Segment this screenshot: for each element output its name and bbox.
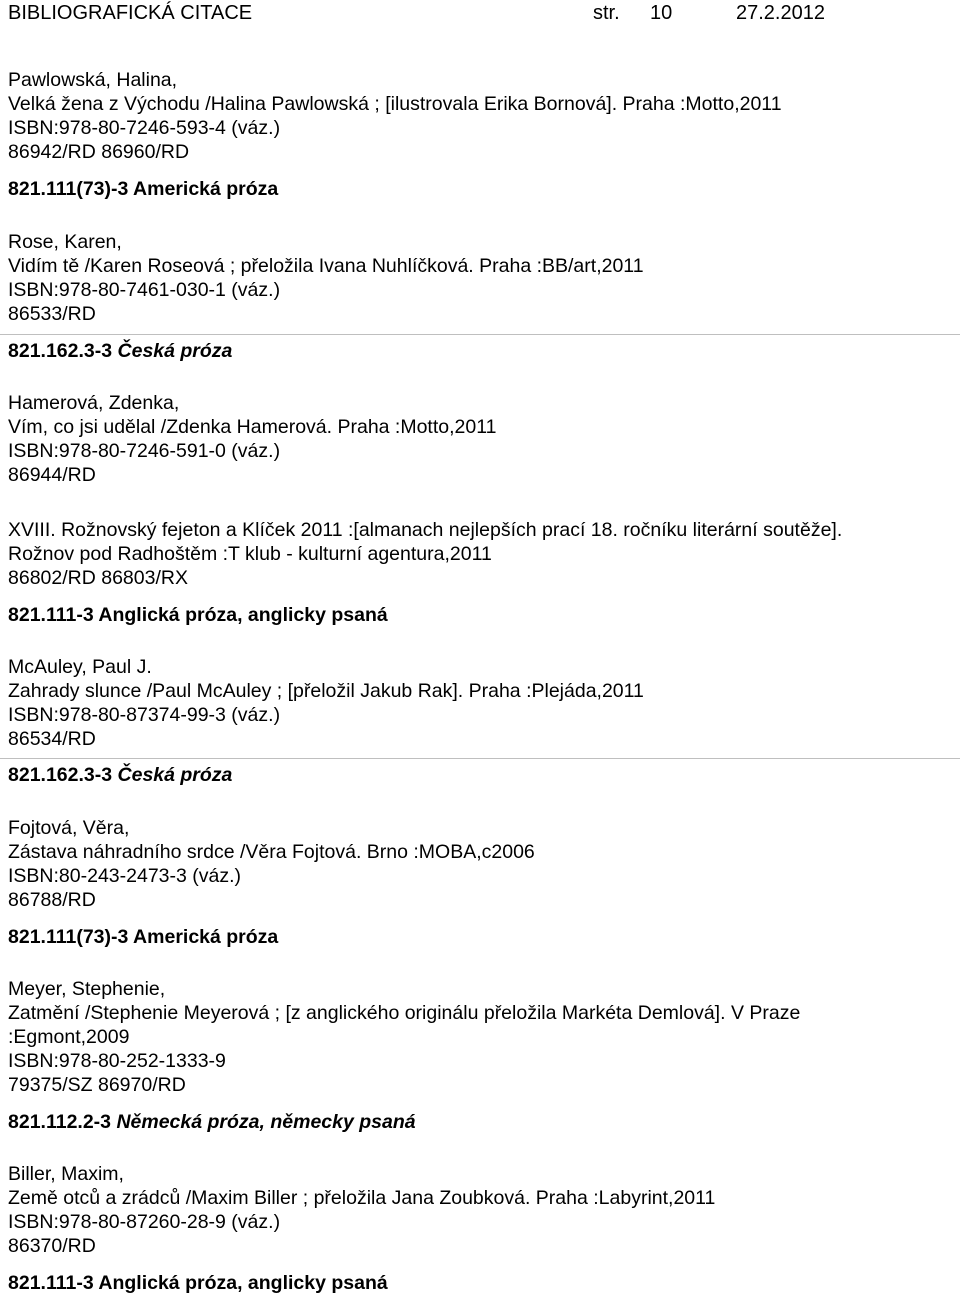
citation-line: 79375/SZ 86970/RD [8,1074,186,1096]
section-classification: 821.111(73)-3 [8,926,134,948]
citation-line: Zástava náhradního srdce /Věra Fojtová. Brno :MOBA,c2006 [8,841,535,863]
citation-line: Vidím tě /Karen Roseová ; přeložila Ivana Nuhlíčková. Praha :BB/art,2011 [8,255,644,277]
section-subject: Česká próza [117,764,233,786]
citation-entry [8,518,960,590]
section-heading [8,925,960,949]
citation-line: Vím, co jsi udělal /Zdenka Hamerová. Praha :Motto,2011 [8,416,497,438]
citation-line: 86802/RD 86803/RX [8,567,188,589]
citation-line: Velká žena z Východu /Halina Pawlowská ; [ilustrovala Erika Bornová]. Praha :Motto,2011 [8,93,782,115]
section-heading [8,339,960,363]
citation-line: 86370/RD [8,1235,96,1257]
citation-line: 86942/RD 86960/RD [8,141,190,163]
section-classification: 821.111-3 [8,1272,99,1294]
citation-line: 86788/RD [8,889,96,911]
citation-line: Meyer, Stephenie, [8,978,166,1000]
citation-entry [8,230,960,326]
citation-line: Zahrady slunce /Paul McAuley ; [přeložil Jakub Rak]. Praha :Plejáda,2011 [8,680,644,702]
header-date: 27.2.2012 [736,2,825,24]
section-heading [8,1110,960,1134]
citation-line: Pawlowská, Halina, [8,69,178,91]
section-classification: 821.162.3-3 [8,340,118,362]
citation-line: Země otců a zrádců /Maxim Biller ; přeložila Jana Zoubková. Praha :Labyrint,2011 [8,1187,716,1209]
section-subject: Americká próza [133,926,279,948]
citation-line: ISBN:978-80-252-1333-9 [8,1050,226,1072]
citation-line: Rose, Karen, [8,231,122,253]
citation-entry [8,1162,960,1258]
citation-line: ISBN:978-80-87260-28-9 (váz.) [8,1211,281,1233]
citation-line: ISBN:978-80-7461-030-1 (váz.) [8,279,281,301]
citation-entry [8,816,960,912]
page-header [8,2,960,26]
citation-line: 86944/RD [8,464,96,486]
citation-line: 86533/RD [8,303,96,325]
section-classification: 821.111-3 [8,604,99,626]
citation-line: Fojtová, Věra, [8,817,130,839]
section-subject: Anglická próza, anglicky psaná [98,604,388,626]
citation-entry [8,391,960,487]
citation-line: McAuley, Paul J. [8,656,152,678]
section-classification: 821.162.3-3 [8,764,118,786]
citation-line: ISBN:80-243-2473-3 (váz.) [8,865,242,887]
section-subject: Česká próza [117,340,233,362]
section-classification: 821.112.2-3 [8,1111,117,1133]
section-divider [0,758,960,759]
citation-line: 86534/RD [8,728,96,750]
section-subject: Anglická próza, anglicky psaná [98,1272,388,1294]
citation-line: Biller, Maxim, [8,1163,124,1185]
section-divider [0,334,960,335]
citation-line: ISBN:978-80-87374-99-3 (váz.) [8,704,281,726]
citation-line: ISBN:978-80-7246-593-4 (váz.) [8,117,281,139]
citation-line: :Egmont,2009 [8,1026,130,1048]
citation-entry [8,655,960,751]
section-subject: Německá próza, německy psaná [116,1111,416,1133]
citation-line: Hamerová, Zdenka, [8,392,180,414]
header-page-number: 10 [650,2,673,24]
section-subject: Americká próza [133,178,279,200]
section-heading [8,177,960,201]
section-heading [8,603,960,627]
section-classification: 821.111(73)-3 [8,178,134,200]
citation-line: ISBN:978-80-7246-591-0 (váz.) [8,440,281,462]
citation-entry [8,977,960,1097]
header-title: BIBLIOGRAFICKÁ CITACE [8,2,253,24]
section-heading [8,763,960,787]
citation-line: Rožnov pod Radhoštěm :T klub - kulturní agentura,2011 [8,543,492,565]
section-heading [8,1271,960,1295]
citation-line: Zatmění /Stephenie Meyerová ; [z anglického originálu přeložila Markéta Demlová]. V Praze [8,1002,801,1024]
header-page-label: str. [593,2,620,24]
citation-line: XVIII. Rožnovský fejeton a Klíček 2011 :[almanach nejlepších prací 18. ročníku literární soutěže]. [8,519,843,541]
citation-entry [8,68,960,164]
